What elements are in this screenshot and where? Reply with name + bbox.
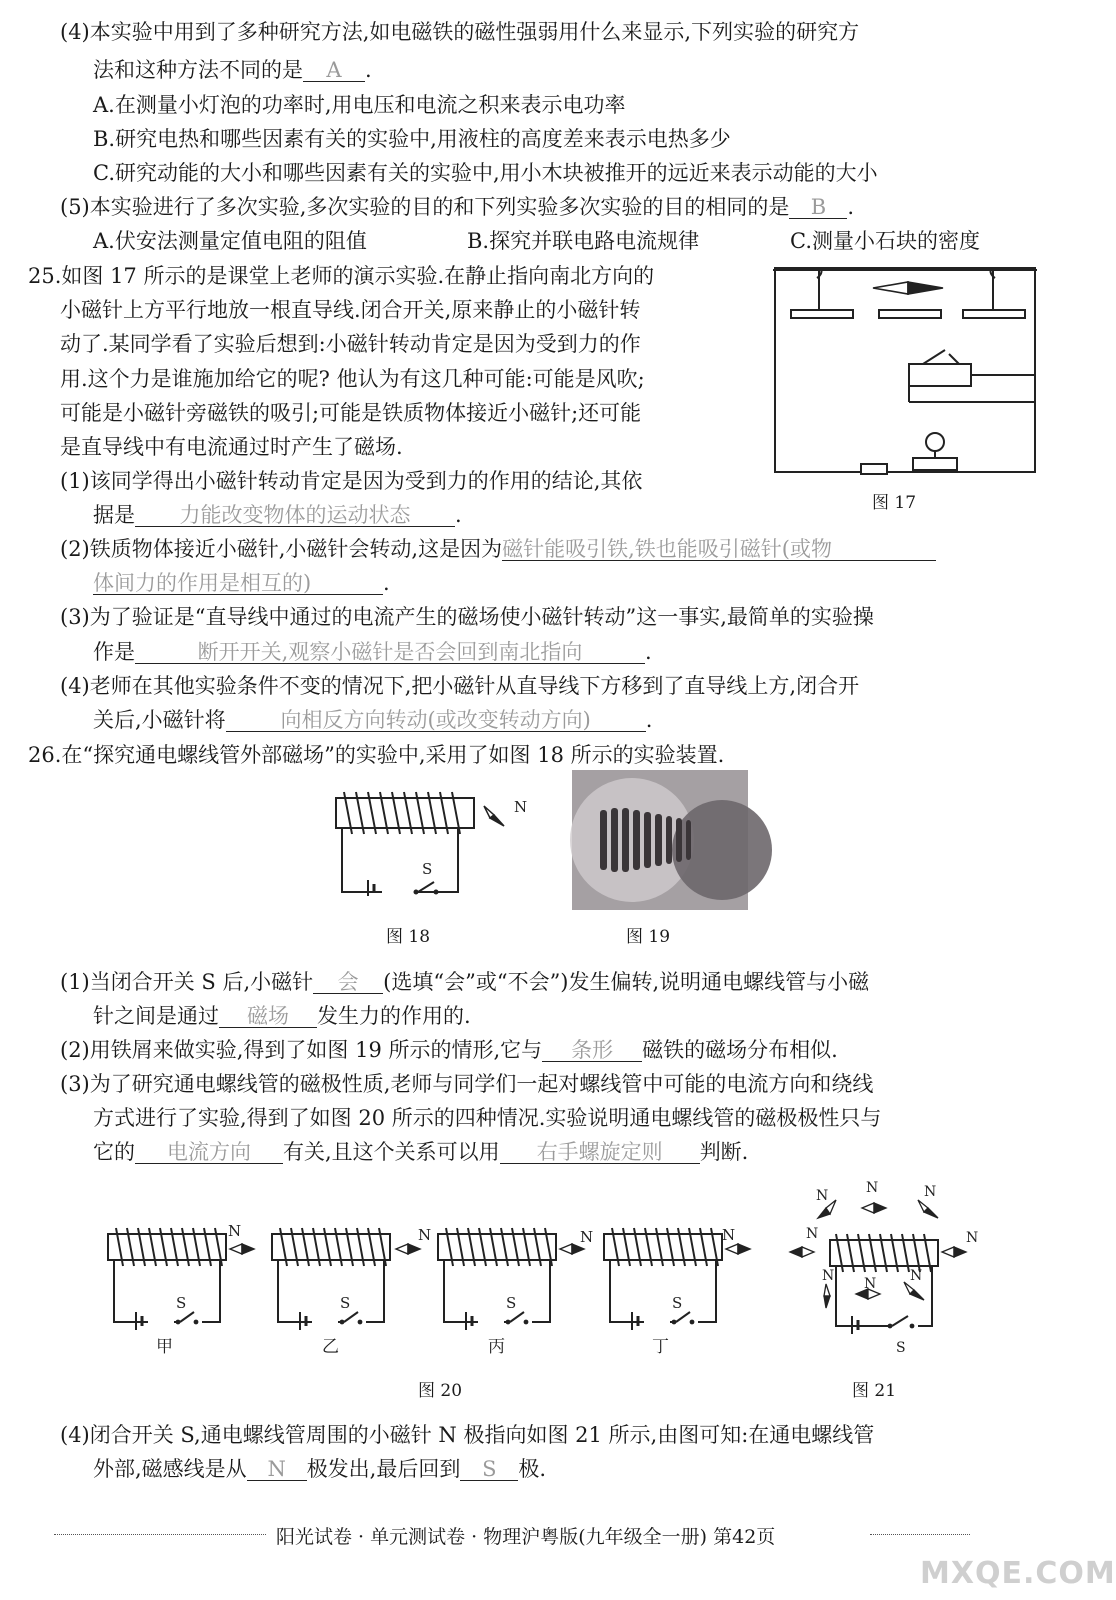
q25-part3-line1: (3)为了验证是“直导线中通过的电流产生的磁场使小磁针转动”这一事实,最简单的实验操: [60, 605, 874, 629]
watermark: MXQE.COM: [920, 1556, 1116, 1591]
q25-part2-line1: (2)铁质物体接近小磁针,小磁针会转动,这是因为磁针能吸引铁,铁也能吸引磁针(或物: [60, 539, 936, 561]
figure-20-label-jia: 甲: [156, 1337, 173, 1357]
q25-stem-line5: 可能是小磁针旁磁铁的吸引;可能是铁质物体接近小磁针;还可能: [60, 401, 642, 425]
q26-part4-line1: (4)闭合开关 S,通电螺线管周围的小磁针 N 极指向如图 21 所示,由图可知:在通电螺线管: [60, 1423, 875, 1447]
figure-20-label-yi: 乙: [322, 1337, 339, 1357]
figure-18-caption: 图 18: [386, 927, 431, 947]
svg-text:N: N: [722, 1226, 736, 1244]
footer-right-rule: [870, 1534, 970, 1535]
q24-part4-line2: 法和这种方法不同的是 A .: [93, 58, 372, 82]
q25-part4-line1: (4)老师在其他实验条件不变的情况下,把小磁针从直导线下方移到了直导线上方,闭合开: [60, 674, 860, 698]
q25-part3-line2: 作是 断开开关,观察小磁针是否会回到南北指向 .: [93, 640, 652, 664]
figure-17-caption: 图 17: [872, 493, 917, 513]
q25-stem-line3: 动了.某同学看了实验后想到:小磁针转动肯定是因为受到力的作: [60, 332, 641, 356]
svg-text:N: N: [910, 1268, 923, 1284]
q24-part5: (5)本实验进行了多次实验,多次实验的目的和下列实验多次实验的目的相同的是 B .: [60, 195, 855, 219]
figure-21-caption: 图 21: [852, 1381, 897, 1401]
answer-blank[interactable]: 力能改变物体的运动状态: [135, 505, 455, 527]
footer-left-rule: [54, 1534, 266, 1535]
q25-stem-line2: 小磁针上方平行地放一根直导线.闭合开关,原来静止的小磁针转: [60, 298, 641, 322]
q25-stem-line4: 用.这个力是谁施加给它的呢? 他认为有这几种可能:可能是风吹;: [60, 367, 645, 391]
answer-blank[interactable]: 条形: [542, 1040, 642, 1062]
q26-part3-line1: (3)为了研究通电螺线管的磁极性质,老师与同学们一起对螺线管中可能的电流方向和绕线: [60, 1072, 874, 1096]
figure-17-circuit: [773, 262, 1045, 478]
answer-blank[interactable]: 右手螺旋定则: [500, 1142, 700, 1164]
figure-18-north-label: N: [514, 798, 528, 816]
svg-text:N: N: [418, 1226, 432, 1244]
answer-blank[interactable]: 向相反方向转动(或改变转动方向): [226, 710, 646, 732]
answer-blank[interactable]: 体间力的作用是相互的): [93, 573, 383, 595]
answer-blank[interactable]: A: [303, 60, 365, 82]
figure-20-label-bing: 丙: [488, 1337, 505, 1357]
answer-blank[interactable]: 磁针能吸引铁,铁也能吸引磁针(或物: [502, 539, 936, 561]
svg-text:N: N: [966, 1230, 979, 1246]
q25-part4-line2: 关后,小磁针将 向相反方向转动(或改变转动方向) .: [93, 708, 653, 732]
q26-part4-line2: 外部,磁感线是从 N 极发出,最后回到 S 极.: [93, 1457, 547, 1481]
answer-blank[interactable]: B: [789, 197, 847, 219]
svg-text:N: N: [806, 1226, 819, 1242]
svg-text:N: N: [580, 1228, 594, 1246]
figure-18-solenoid-circuit: [322, 782, 542, 902]
answer-blank[interactable]: S: [460, 1459, 518, 1481]
q26-part3-line3: 它的 电流方向 有关,且这个关系可以用 右手螺旋定则 判断.: [93, 1140, 749, 1164]
q26-part1-line2: 针之间是通过 磁场 发生力的作用的.: [93, 1004, 471, 1028]
q24-option-a: A.在测量小灯泡的功率时,用电压和电流之积来表示电功率: [93, 93, 626, 117]
answer-blank[interactable]: N: [247, 1459, 307, 1481]
footer-text: 阳光试卷 · 单元测试卷 · 物理沪粤版(九年级全一册) 第42页: [276, 1526, 776, 1548]
q24-part5-option-a: A.伏安法测量定值电阻的阻值: [93, 229, 367, 253]
q25-stem-line6: 是直导线中有电流通过时产生了磁场.: [60, 435, 403, 459]
q25-part2-line2: 体间力的作用是相互的) .: [93, 571, 390, 595]
q26-stem: 26.在“探究通电螺线管外部磁场”的实验中,采用了如图 18 所示的实验装置.: [28, 743, 725, 767]
svg-text:N: N: [866, 1180, 879, 1196]
q24-part4-line1: (4)本实验中用到了多种研究方法,如电磁铁的磁性强弱用什么来显示,下列实验的研究方: [60, 20, 860, 44]
answer-blank[interactable]: 磁场: [219, 1006, 317, 1028]
figure-18-switch-label: S: [422, 860, 433, 878]
svg-text:N: N: [816, 1188, 829, 1204]
figure-21-switch-label: S: [896, 1340, 906, 1356]
svg-text:N: N: [864, 1276, 877, 1292]
q25-stem-line1: 25.如图 17 所示的是课堂上老师的演示实验.在静止指向南北方向的: [28, 264, 655, 288]
answer-blank[interactable]: 断开开关,观察小磁针是否会回到南北指向: [135, 642, 645, 664]
figure-21-solenoid-compasses: [786, 1172, 986, 1362]
answer-blank[interactable]: 电流方向: [135, 1142, 283, 1164]
q26-part3-line2: 方式进行了实验,得到了如图 20 所示的四种情况.实验说明通电螺线管的磁极极性只与: [93, 1106, 882, 1130]
q24-option-c: C.研究动能的大小和哪些因素有关的实验中,用小木块被推开的远近来表示动能的大小: [93, 161, 878, 185]
q24-option-b: B.研究电热和哪些因素有关的实验中,用液柱的高度差来表示电热多少: [93, 127, 731, 151]
q26-part1-line1: (1)当闭合开关 S 后,小磁针 会 (选填“会”或“不会”)发生偏转,说明通电螺线管与小磁: [60, 970, 870, 994]
answer-blank[interactable]: 会: [313, 972, 383, 994]
q26-part2: (2)用铁屑来做实验,得到了如图 19 所示的情形,它与 条形 磁铁的磁场分布相似.: [60, 1038, 838, 1062]
figure-20-label-ding: 丁: [652, 1337, 669, 1357]
figure-19-iron-filings-photo: [572, 770, 748, 910]
q25-part1-line2: 据是 力能改变物体的运动状态 .: [93, 503, 462, 527]
figure-20-four-solenoids: [96, 1218, 776, 1358]
q25-part1-line1: (1)该同学得出小磁针转动肯定是因为受到力的作用的结论,其依: [60, 469, 643, 493]
q24-part5-option-b: B.探究并联电路电流规律: [467, 229, 700, 253]
svg-text:N: N: [228, 1222, 242, 1240]
svg-text:N: N: [924, 1184, 937, 1200]
figure-20-caption: 图 20: [418, 1381, 463, 1401]
figure-19-caption: 图 19: [626, 927, 671, 947]
svg-text:N: N: [822, 1268, 835, 1284]
q24-part5-option-c: C.测量小石块的密度: [790, 229, 980, 253]
